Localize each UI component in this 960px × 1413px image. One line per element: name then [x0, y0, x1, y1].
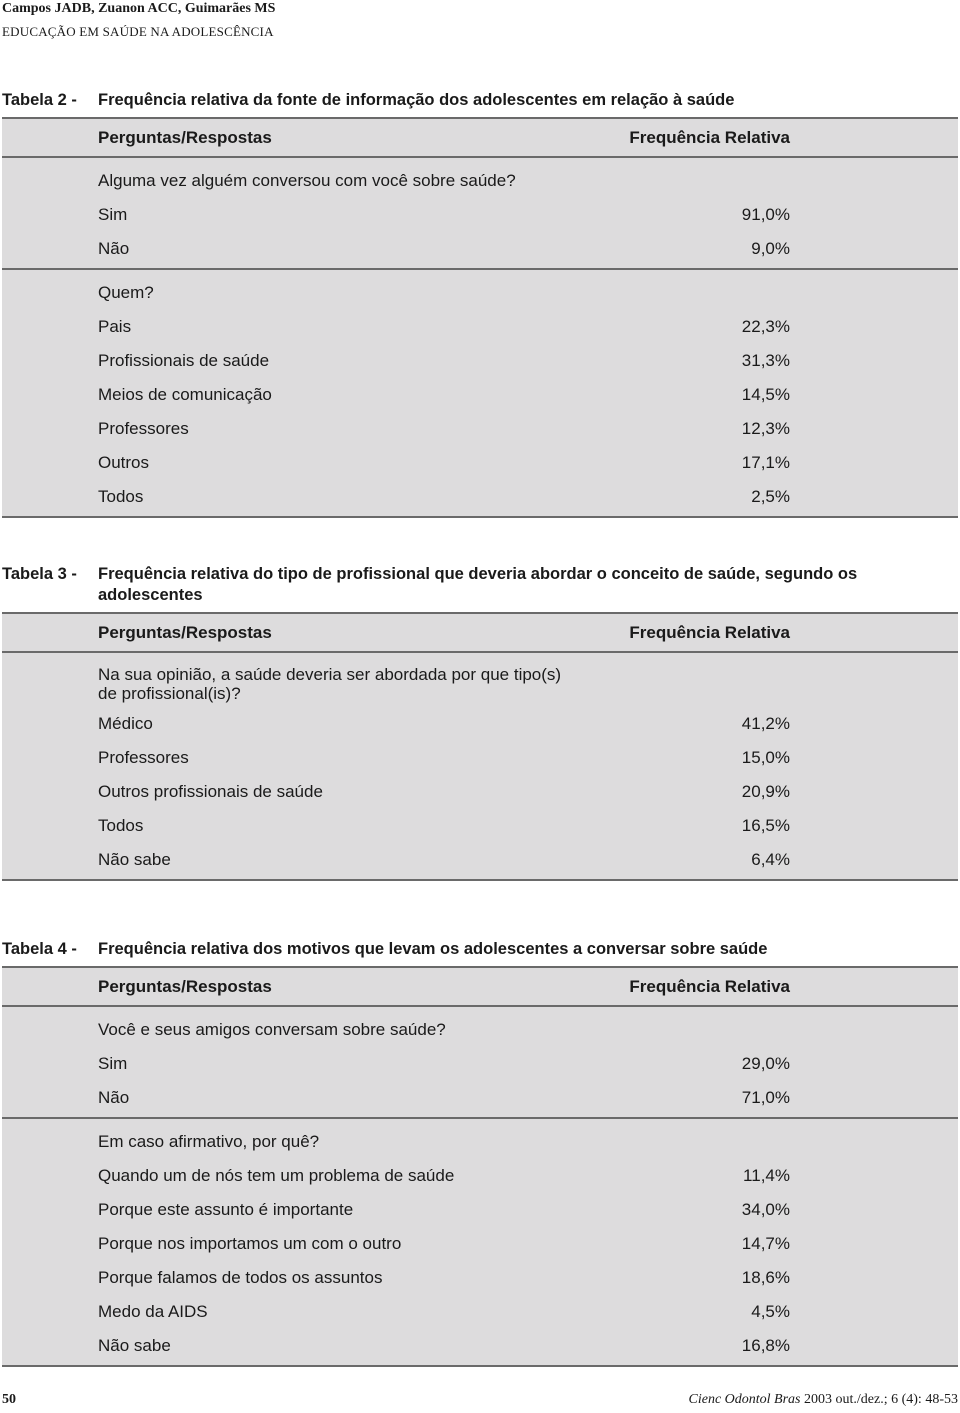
table-row — [2, 446, 958, 480]
table-4-group-2 — [2, 1117, 958, 1365]
table-4-group-1 — [2, 1007, 958, 1117]
row-label: Medo da AIDS — [98, 1302, 208, 1321]
row-value: 15,0% — [741, 748, 790, 767]
row-value: 20,9% — [741, 782, 790, 801]
row-value: 16,5% — [741, 816, 790, 835]
table-row — [2, 344, 958, 378]
running-head-section: EDUCAÇÃO EM SAÚDE NA ADOLESCÊNCIA — [2, 24, 274, 39]
table-4 — [2, 939, 958, 1367]
table-3-body — [2, 612, 958, 881]
row-label: Não sabe — [98, 850, 171, 869]
row-value: 41,2% — [741, 714, 790, 733]
table-2-body — [2, 117, 958, 518]
row-label: Todos — [98, 816, 144, 835]
row-value: 14,5% — [741, 385, 790, 404]
running-head-authors: Campos JADB, Zuanon ACC, Guimarães MS — [2, 1, 276, 16]
page-footer — [2, 1392, 958, 1408]
table-3 — [2, 564, 958, 881]
row-value: 29,0% — [741, 1054, 790, 1073]
table-row — [2, 480, 958, 514]
row-label: Não — [98, 239, 130, 258]
table-2 — [2, 90, 958, 518]
table-4-caption — [2, 939, 958, 960]
table-2-label: Tabela 2 - — [2, 91, 77, 109]
row-label: Professores — [98, 748, 189, 767]
table-row — [2, 741, 958, 775]
page-number: 50 — [2, 1392, 16, 1407]
row-value: 22,3% — [741, 317, 790, 336]
table-4-header — [2, 968, 958, 1007]
table-4-title: Frequência relativa dos motivos que levam os adolescentes a conversar sobre saúde — [98, 940, 768, 958]
row-value: 4,5% — [751, 1302, 790, 1321]
row-value: 14,7% — [741, 1234, 790, 1253]
table-2-caption — [2, 90, 958, 111]
row-label: Outros profissionais de saúde — [98, 782, 323, 801]
row-label: Outros — [98, 453, 150, 472]
row-value: 16,8% — [741, 1336, 790, 1355]
row-value: 9,0% — [751, 239, 790, 258]
table-3-label: Tabela 3 - — [2, 565, 77, 583]
row-value: 91,0% — [741, 205, 790, 224]
row-value: 6,4% — [751, 850, 790, 869]
question: Você e seus amigos conversam sobre saúde? — [98, 1020, 446, 1039]
table-4-col-left: Perguntas/Respostas — [98, 976, 272, 996]
row-label: Não sabe — [98, 1336, 171, 1355]
table-row — [2, 707, 958, 741]
table-row — [2, 412, 958, 446]
table-row — [2, 843, 958, 877]
running-head — [2, 0, 275, 40]
table-row — [2, 1047, 958, 1081]
table-row — [2, 310, 958, 344]
table-row — [2, 1193, 958, 1227]
table-row — [2, 1295, 958, 1329]
row-label: Sim — [98, 205, 128, 224]
table-row — [2, 378, 958, 412]
row-label: Sim — [98, 1054, 128, 1073]
table-2-group-1 — [2, 158, 958, 268]
table-3-header — [2, 614, 958, 653]
row-value: 12,3% — [741, 419, 790, 438]
row-value: 18,6% — [741, 1268, 790, 1287]
row-label: Professores — [98, 419, 189, 438]
table-row — [2, 198, 958, 232]
row-value: 31,3% — [741, 351, 790, 370]
table-row — [2, 809, 958, 843]
row-value: 2,5% — [751, 487, 790, 506]
table-4-label: Tabela 4 - — [2, 940, 77, 958]
row-value: 17,1% — [741, 453, 790, 472]
question: Em caso afirmativo, por quê? — [98, 1132, 320, 1151]
table-row — [2, 232, 958, 266]
table-row — [2, 1329, 958, 1363]
row-label: Pais — [98, 317, 132, 336]
row-label: Não — [98, 1088, 130, 1107]
table-row — [2, 1159, 958, 1193]
journal-name: Cienc Odontol Bras — [688, 1392, 801, 1407]
table-3-col-left: Perguntas/Respostas — [98, 622, 272, 642]
table-2-group-2 — [2, 268, 958, 516]
table-3-caption — [2, 564, 958, 606]
question: Quem? — [98, 283, 154, 302]
table-2-col-left: Perguntas/Respostas — [98, 127, 272, 147]
table-row — [2, 775, 958, 809]
row-value: 71,0% — [741, 1088, 790, 1107]
table-4-body — [2, 966, 958, 1367]
row-label: Porque este assunto é importante — [98, 1200, 354, 1219]
row-label: Meios de comunicação — [98, 385, 272, 404]
table-3-group-1 — [2, 653, 958, 879]
table-row — [2, 1081, 958, 1115]
citation-details: 2003 out./dez.; 6 (4): 48-53 — [804, 1392, 958, 1407]
row-label: Profissionais de saúde — [98, 351, 270, 370]
row-value: 34,0% — [741, 1200, 790, 1219]
table-2-header — [2, 119, 958, 158]
row-label: Todos — [98, 487, 144, 506]
row-label: Quando um de nós tem um problema de saúde — [98, 1166, 455, 1185]
question: Alguma vez alguém conversou com você sobre saúde? — [98, 171, 516, 190]
table-2-title: Frequência relativa da fonte de informação dos adolescentes em relação à saúde — [98, 91, 735, 109]
table-row — [2, 1261, 958, 1295]
table-row — [2, 1227, 958, 1261]
journal-citation — [689, 1392, 958, 1408]
table-2-col-right: Frequência Relativa — [629, 127, 790, 147]
table-3-title: Frequência relativa do tipo de profissional que deveria abordar o conceito de saúde, segundo os adolescentes — [98, 565, 858, 604]
row-label: Porque nos importamos um com o outro — [98, 1234, 402, 1253]
table-3-col-right: Frequência Relativa — [629, 622, 790, 642]
question: Na sua opinião, a saúde deveria ser abordada por que tipo(s) de profissional(is)? — [98, 665, 562, 703]
row-label: Médico — [98, 714, 153, 733]
row-label: Porque falamos de todos os assuntos — [98, 1268, 383, 1287]
table-4-col-right: Frequência Relativa — [629, 976, 790, 996]
row-value: 11,4% — [743, 1166, 790, 1185]
